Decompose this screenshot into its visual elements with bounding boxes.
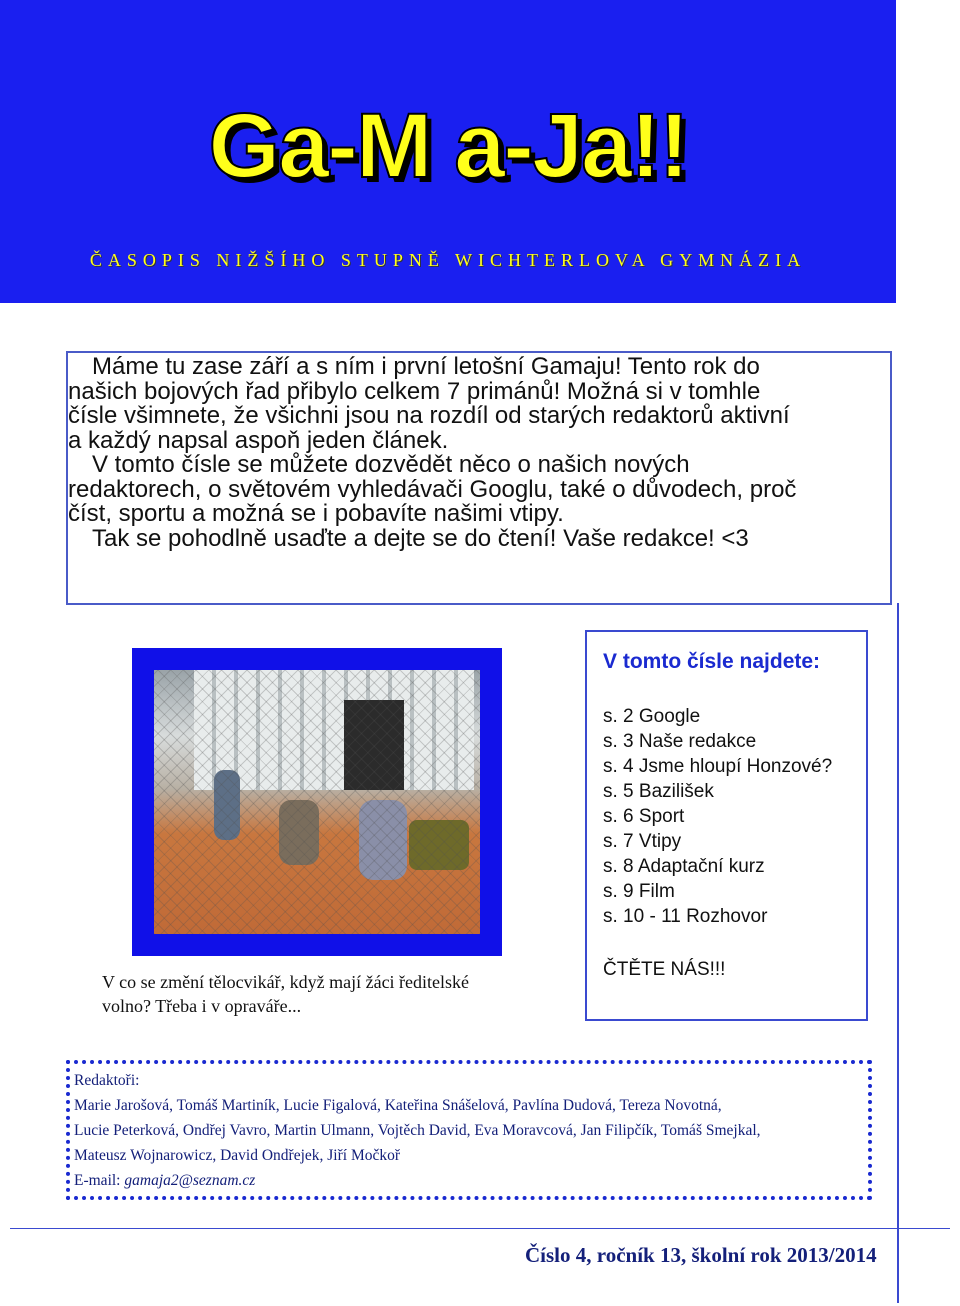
toc-footer: ČTĚTE NÁS!!! — [603, 959, 726, 980]
editors-line: Mateusz Wojnarowicz, David Ondřejek, Jiří Močkoř — [74, 1147, 401, 1164]
photo-teachers-fence — [154, 670, 480, 934]
editors-line: Lucie Peterková, Ondřej Vavro, Martin Ulmann, Vojtěch David, Eva Moravcová, Jan Filipčík, Tomáš Smejkal, — [74, 1122, 761, 1139]
caption-line: volno? Třeba i v opraváře... — [102, 996, 302, 1016]
toc-item[interactable]: s. 4 Jsme hloupí Honzové? — [603, 756, 833, 777]
issue-info: Číslo 4, ročník 13, školní rok 2013/2014 — [525, 1243, 877, 1267]
intro-line: číst, sportu a možná se i pobavíte našimi vtipy. — [68, 500, 564, 527]
toc-item[interactable]: s. 9 Film — [603, 881, 675, 902]
intro-line: Máme tu zase září a s ním i první letošní Gamaju! Tento rok do — [92, 353, 760, 380]
photo-caption — [102, 970, 522, 1018]
masthead — [0, 0, 896, 303]
intro-line: čísle všimnete, že všichni jsou na rozdíl od starých redaktorů aktivní — [68, 402, 790, 429]
intro-line: V tomto čísle se můžete dozvědět něco o našich nových — [92, 451, 690, 478]
editors-label: Redaktoři: — [74, 1072, 140, 1089]
intro-line: a každý napsal aspoň jeden článek. — [68, 426, 449, 454]
caption-line: V co se změní tělocvikář, když mají žáci ředitelské — [102, 972, 470, 992]
intro-line: našich bojových řad přibylo celkem 7 primánů! Možná si v tomhle — [68, 377, 761, 405]
toc-item[interactable]: s. 5 Bazilišek — [603, 781, 714, 802]
email-label: E-mail: — [74, 1172, 121, 1189]
intro-line: redaktorech, o světovém vyhledávači Googlu, také o důvodech, proč — [68, 475, 797, 503]
toc-title: V tomto čísle najdete: — [603, 650, 821, 673]
toc-item[interactable]: s. 8 Adaptační kurz — [603, 856, 765, 877]
magazine-logo: Ga-M a-Ja!! — [208, 95, 688, 197]
toc-item[interactable]: s. 10 - 11 Rozhovor — [603, 906, 768, 927]
magazine-subtitle: ČASOPIS NIŽŠÍHO STUPNĚ WICHTERLOVA GYMNÁZIA — [89, 250, 807, 270]
intro-box — [66, 351, 892, 605]
vertical-rule — [897, 603, 899, 1303]
table-of-contents — [585, 630, 868, 1021]
toc-item[interactable]: s. 3 Naše redakce — [603, 731, 757, 752]
photo-frame — [132, 648, 502, 956]
toc-item[interactable]: s. 7 Vtipy — [603, 831, 682, 852]
editors-line: Marie Jarošová, Tomáš Martiník, Lucie Figalová, Kateřina Snášelová, Pavlína Dudová, Tereza Novotná, — [74, 1097, 722, 1114]
toc-item[interactable]: s. 6 Sport — [603, 806, 685, 827]
toc-item[interactable]: s. 2 Google — [603, 706, 701, 727]
horizontal-rule — [10, 1228, 950, 1229]
email-row — [74, 1168, 868, 1193]
intro-line: Tak se pohodlně usaďte a dejte se do čtení! Vaše redakce! <3 — [92, 524, 749, 552]
photo-fence — [154, 670, 480, 934]
editors-box — [66, 1060, 872, 1200]
email-link[interactable]: gamaja2@seznam.cz — [124, 1172, 256, 1189]
